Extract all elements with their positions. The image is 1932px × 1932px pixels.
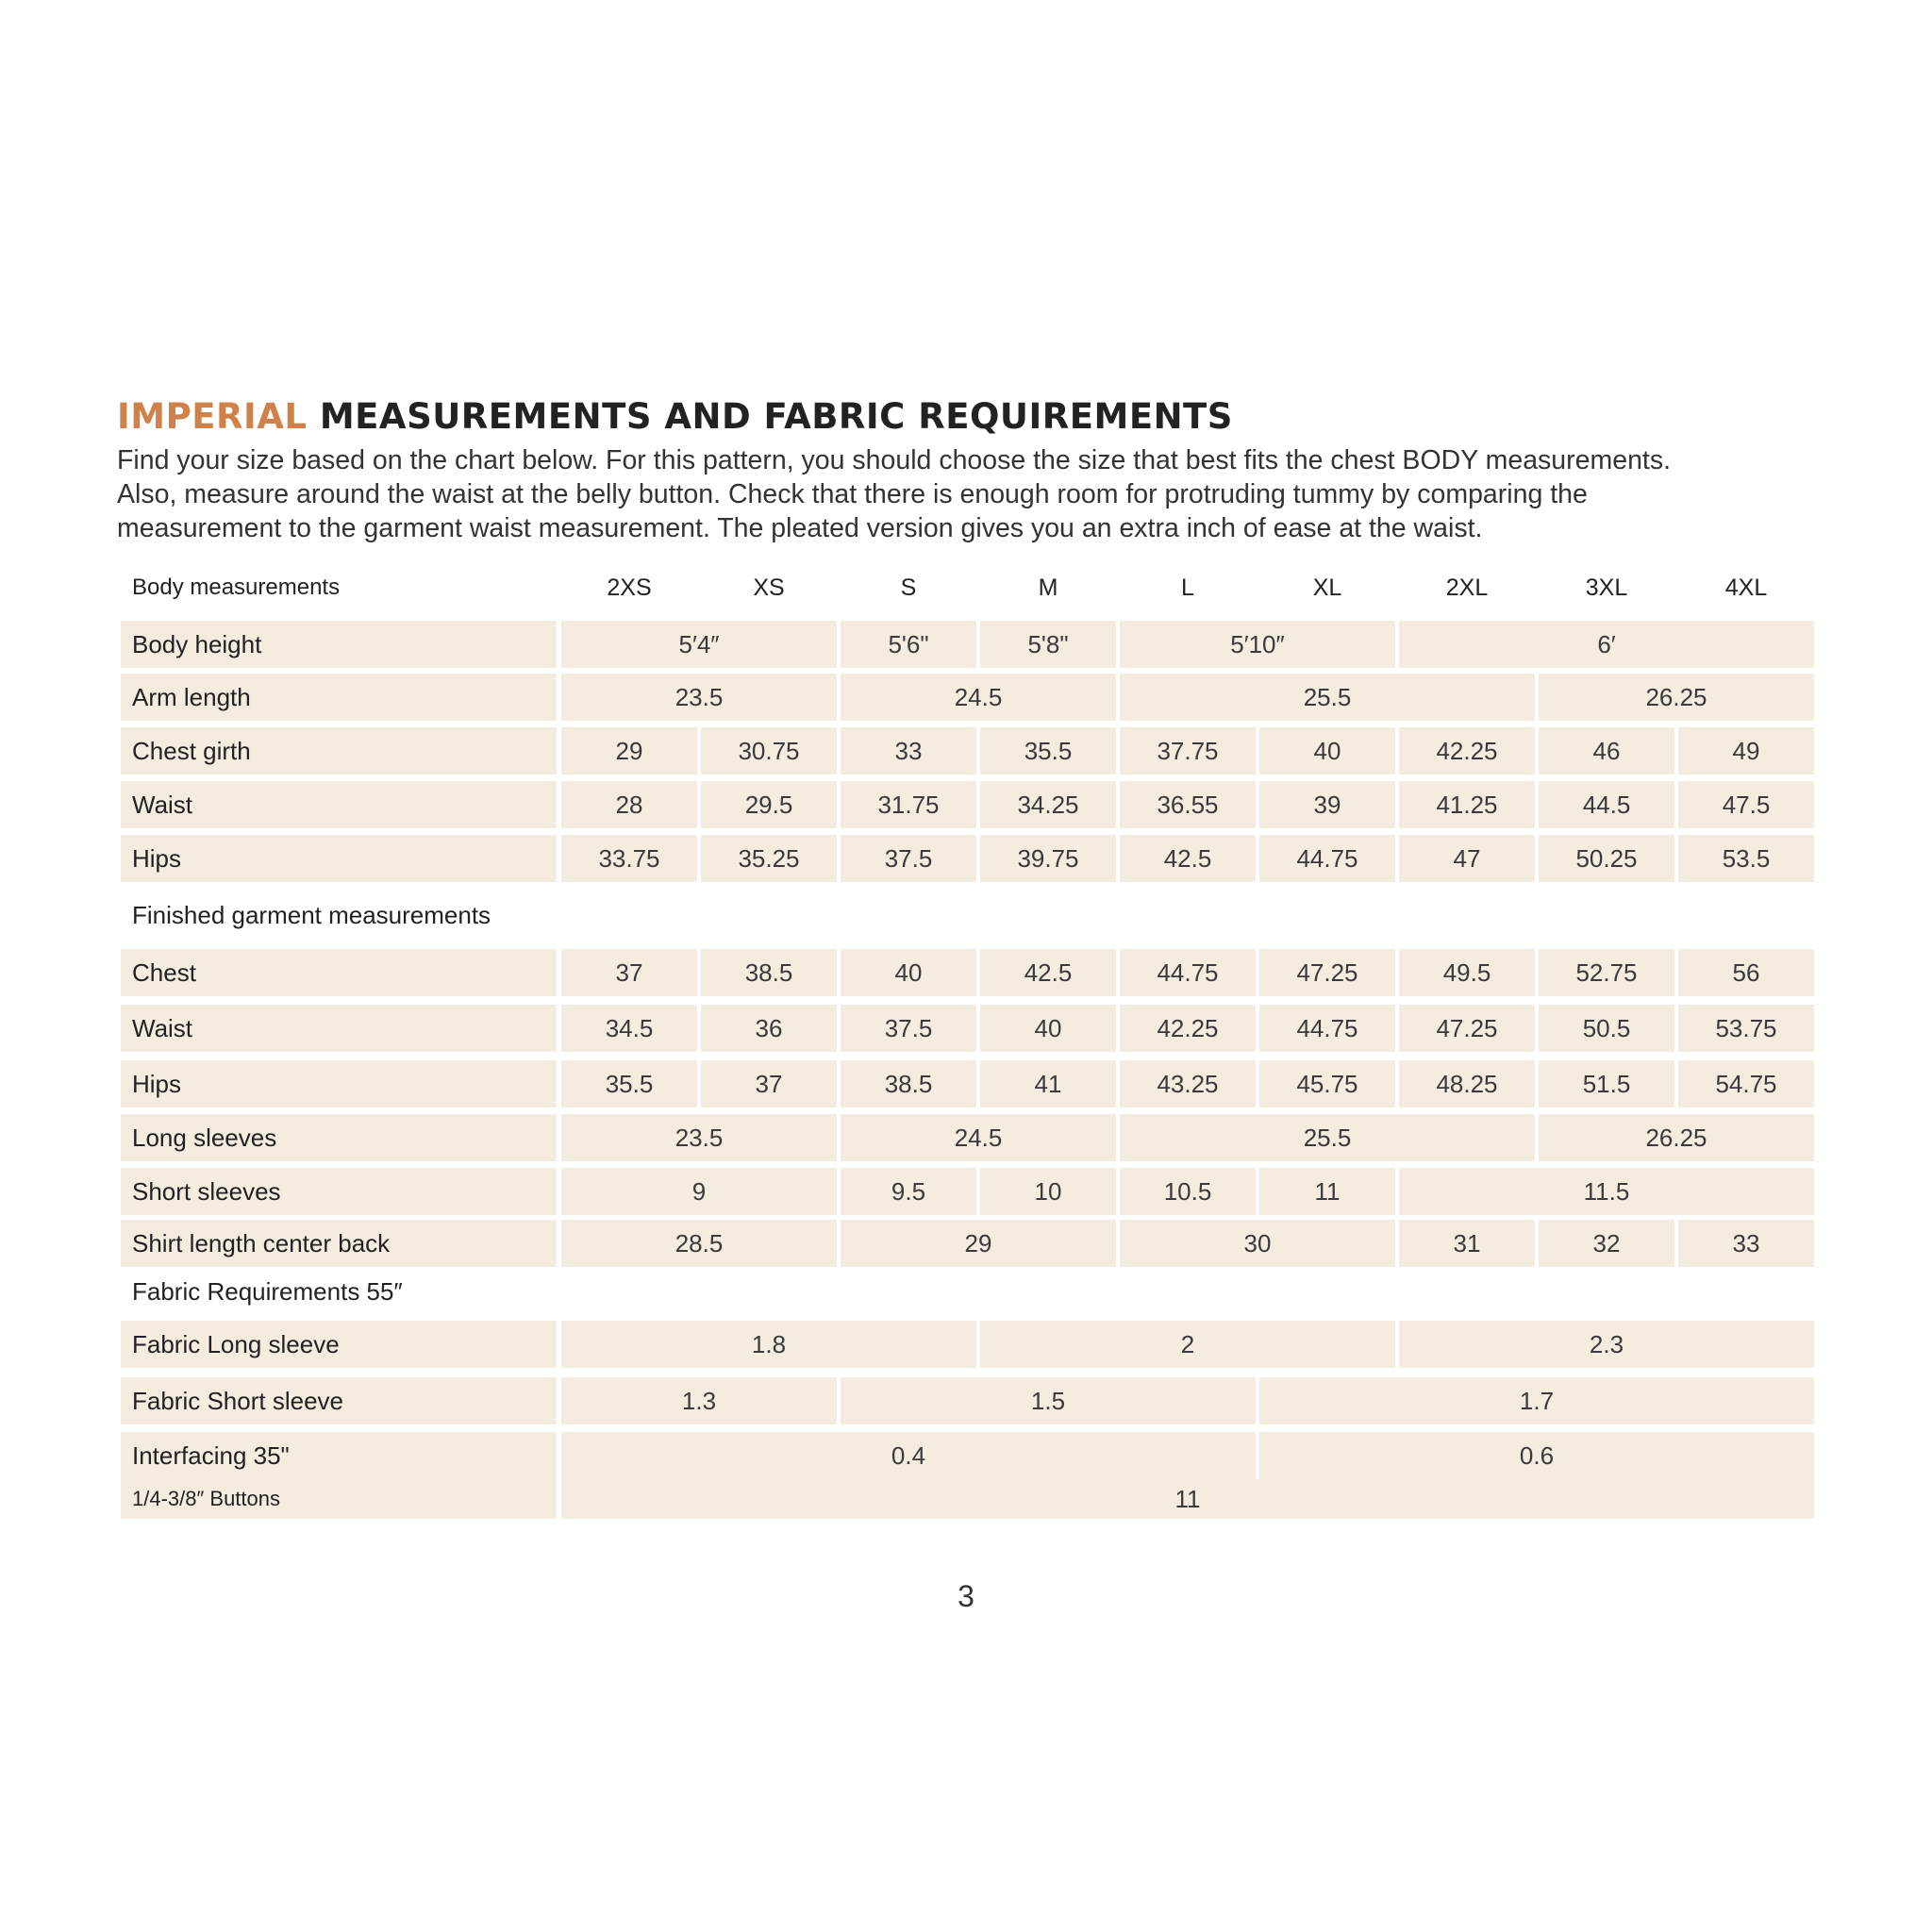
table-cell: 36.55 — [1120, 781, 1256, 828]
table-cell: 24.5 — [841, 674, 1116, 721]
table-cell: 54.75 — [1678, 1060, 1814, 1108]
size-header: L — [1181, 574, 1194, 601]
title-accent: IMPERIAL — [117, 396, 308, 437]
table-cell: 37 — [561, 949, 697, 996]
table-cell: 5'6" — [841, 621, 976, 668]
table-cell: 31 — [1399, 1220, 1535, 1267]
size-header: XS — [753, 574, 785, 601]
table-cell: 43.25 — [1120, 1060, 1256, 1108]
table-cell: 1.5 — [841, 1377, 1256, 1424]
table-cell: 29 — [561, 727, 697, 774]
table-cell: 44.75 — [1259, 835, 1395, 882]
title-rest: MEASUREMENTS AND FABRIC REQUIREMENTS — [307, 396, 1233, 437]
table-cell: 48.25 — [1399, 1060, 1535, 1108]
table-cell: 28 — [561, 781, 697, 828]
table-cell: 26.25 — [1539, 674, 1814, 721]
table-cell: 47 — [1399, 835, 1535, 882]
table-cell: 11.5 — [1399, 1168, 1814, 1215]
table-cell: 32 — [1539, 1220, 1674, 1267]
table-cell: 42.5 — [980, 949, 1116, 996]
table-cell: 0.6 — [1259, 1432, 1814, 1479]
table-cell: 41 — [980, 1060, 1116, 1108]
table-cell: 30.75 — [701, 727, 837, 774]
table-cell: 42.25 — [1120, 1005, 1256, 1052]
table-cell: 46 — [1539, 727, 1674, 774]
table-cell: 23.5 — [561, 1114, 837, 1161]
table-cell: 0.4 — [561, 1432, 1256, 1479]
table-cell: 45.75 — [1259, 1060, 1395, 1108]
table-cell: 26.25 — [1539, 1114, 1814, 1161]
table-cell: 39 — [1259, 781, 1395, 828]
table-cell: 34.5 — [561, 1005, 697, 1052]
table-cell: 5′10″ — [1120, 621, 1395, 668]
table-cell: 39.75 — [980, 835, 1116, 882]
table-cell: 11 — [1259, 1168, 1395, 1215]
table-cell: 24.5 — [841, 1114, 1116, 1161]
table-cell: 38.5 — [701, 949, 837, 996]
table-cell: 33 — [1678, 1220, 1814, 1267]
size-header: S — [900, 574, 917, 601]
table-cell: 44.75 — [1259, 1005, 1395, 1052]
table-cell: 35.25 — [701, 835, 837, 882]
row-label: Interfacing 35" — [121, 1432, 557, 1479]
row-label: Body height — [121, 621, 557, 668]
row-label: Fabric Long sleeve — [121, 1321, 557, 1368]
table-cell: 47.25 — [1399, 1005, 1535, 1052]
size-chart-table — [121, 566, 1811, 1528]
intro-line: Find your size based on the chart below. For this pattern, you should choose the size that best fits the chest BODY measurements. — [117, 445, 1672, 475]
table-cell: 41.25 — [1399, 781, 1535, 828]
table-cell: 2 — [980, 1321, 1395, 1368]
row-label: 1/4-3/8″ Buttons — [121, 1479, 557, 1519]
table-cell: 44.75 — [1120, 949, 1256, 996]
finished-garment-section-label: Finished garment measurements — [132, 900, 491, 929]
row-label: Short sleeves — [121, 1168, 557, 1215]
size-header: XL — [1312, 574, 1342, 601]
table-cell: 6′ — [1399, 621, 1814, 668]
row-label: Chest — [121, 949, 557, 996]
page-number: 3 — [958, 1579, 974, 1613]
table-cell: 53.75 — [1678, 1005, 1814, 1052]
table-cell: 10 — [980, 1168, 1116, 1215]
intro-line: measurement to the garment waist measurement. The pleated version gives you an extra inch of ease at the waist. — [117, 513, 1483, 543]
table-cell: 2.3 — [1399, 1321, 1814, 1368]
table-cell: 35.5 — [561, 1060, 697, 1108]
row-label: Arm length — [121, 674, 557, 721]
size-header: 3XL — [1585, 574, 1628, 601]
size-header: M — [1038, 574, 1058, 601]
table-cell: 30 — [1120, 1220, 1395, 1267]
table-cell: 11 — [561, 1479, 1814, 1519]
row-label: Long sleeves — [121, 1114, 557, 1161]
table-cell: 9 — [561, 1168, 837, 1215]
intro-line: Also, measure around the waist at the belly button. Check that there is enough room for protruding tummy by comparing the — [117, 479, 1588, 509]
table-cell: 23.5 — [561, 674, 837, 721]
table-cell: 40 — [1259, 727, 1395, 774]
table-cell: 53.5 — [1678, 835, 1814, 882]
row-label: Chest girth — [121, 727, 557, 774]
fabric-requirements-section-label: Fabric Requirements 55″ — [132, 1276, 403, 1306]
row-label: Waist — [121, 781, 557, 828]
table-cell: 47.25 — [1259, 949, 1395, 996]
table-cell: 52.75 — [1539, 949, 1674, 996]
table-cell: 35.5 — [980, 727, 1116, 774]
row-label: Fabric Short sleeve — [121, 1377, 557, 1424]
table-cell: 47.5 — [1678, 781, 1814, 828]
table-cell: 50.5 — [1539, 1005, 1674, 1052]
table-cell: 56 — [1678, 949, 1814, 996]
table-cell: 38.5 — [841, 1060, 976, 1108]
table-cell: 37.75 — [1120, 727, 1256, 774]
table-cell: 29 — [841, 1220, 1116, 1267]
table-cell: 31.75 — [841, 781, 976, 828]
table-cell: 37 — [701, 1060, 837, 1108]
size-header: 2XS — [607, 574, 652, 601]
table-cell: 29.5 — [701, 781, 837, 828]
row-label: Hips — [121, 835, 557, 882]
table-cell: 42.25 — [1399, 727, 1535, 774]
row-label: Waist — [121, 1005, 557, 1052]
table-cell: 33.75 — [561, 835, 697, 882]
table-cell: 28.5 — [561, 1220, 837, 1267]
row-label: Hips — [121, 1060, 557, 1108]
page-title — [117, 396, 1233, 437]
table-cell: 1.8 — [561, 1321, 976, 1368]
table-cell: 40 — [980, 1005, 1116, 1052]
size-header: 4XL — [1724, 574, 1768, 601]
table-cell: 33 — [841, 727, 976, 774]
table-cell: 42.5 — [1120, 835, 1256, 882]
table-cell: 37.5 — [841, 1005, 976, 1052]
table-cell: 9.5 — [841, 1168, 976, 1215]
table-cell: 50.25 — [1539, 835, 1674, 882]
table-cell: 37.5 — [841, 835, 976, 882]
table-cell: 25.5 — [1120, 1114, 1535, 1161]
table-cell: 25.5 — [1120, 674, 1535, 721]
row-label: Shirt length center back — [121, 1220, 557, 1267]
table-cell: 5′4″ — [561, 621, 837, 668]
table-cell: 5'8" — [980, 621, 1116, 668]
table-cell: 1.7 — [1259, 1377, 1814, 1424]
table-cell: 51.5 — [1539, 1060, 1674, 1108]
table-cell: 1.3 — [561, 1377, 837, 1424]
table-cell: 49 — [1678, 727, 1814, 774]
size-header: 2XL — [1445, 574, 1489, 601]
intro-paragraph — [117, 443, 1815, 545]
table-cell: 49.5 — [1399, 949, 1535, 996]
table-cell: 44.5 — [1539, 781, 1674, 828]
body-measurements-header: Body measurements — [132, 575, 341, 600]
table-cell: 40 — [841, 949, 976, 996]
table-cell: 34.25 — [980, 781, 1116, 828]
table-cell: 10.5 — [1120, 1168, 1256, 1215]
table-cell: 36 — [701, 1005, 837, 1052]
